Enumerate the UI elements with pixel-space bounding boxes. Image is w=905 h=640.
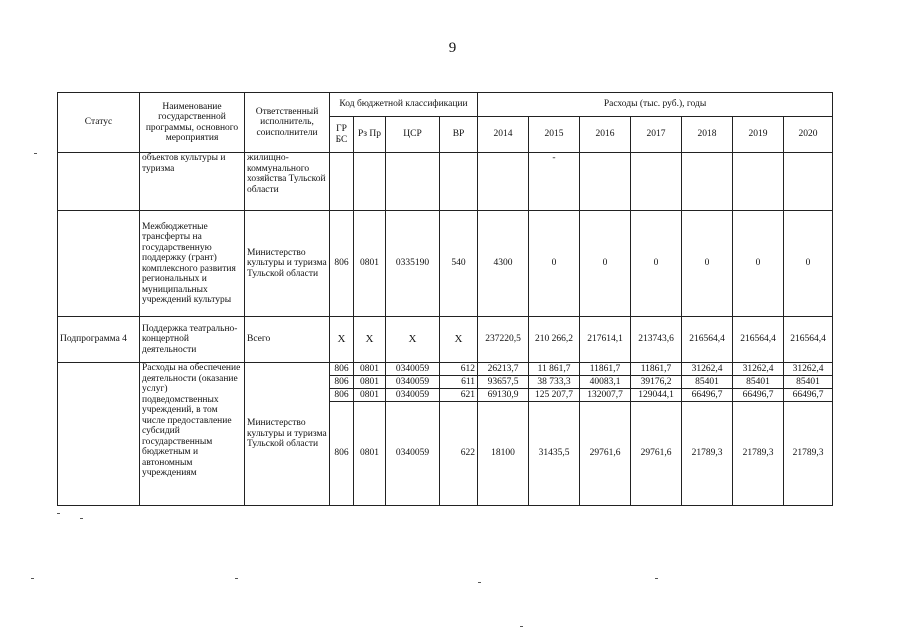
transfers-rzpr: 0801 xyxy=(354,211,386,317)
header-year: 2019 xyxy=(733,117,784,153)
transfers-value: 0 xyxy=(631,211,682,317)
transfers-value: 0 xyxy=(682,211,733,317)
scan-mark xyxy=(80,518,83,519)
header-grbs: ГР БС xyxy=(330,117,354,153)
cont-executor: жилищно-коммунального хозяйства Тульской области xyxy=(245,153,330,211)
scan-mark xyxy=(235,578,238,579)
subprogram-grbs: X xyxy=(330,317,354,363)
subprogram-value: 237220,5 xyxy=(478,317,529,363)
expenses-grbs: 806 xyxy=(330,363,354,376)
expenses-grbs: 806 xyxy=(330,402,354,506)
header-year: 2015 xyxy=(529,117,580,153)
expenses-rzpr: 0801 xyxy=(354,363,386,376)
transfers-value: 0 xyxy=(580,211,631,317)
expenses-name: Расходы на обеспечение деятельности (оказание услуг) подведомственных учреждений, в том числе предоставление субсидий государственным бюджетным и автономным учреждениям xyxy=(140,363,245,506)
header-year: 2014 xyxy=(478,117,529,153)
scan-mark xyxy=(478,582,481,583)
transfers-csr: 0335190 xyxy=(386,211,440,317)
expenses-value: 85401 xyxy=(733,376,784,389)
expenses-value: 66496,7 xyxy=(733,389,784,402)
header-year: 2016 xyxy=(580,117,631,153)
expenses-value: 66496,7 xyxy=(682,389,733,402)
expenses-value: 11861,7 xyxy=(580,363,631,376)
expenses-vr: 611 xyxy=(440,376,478,389)
expenses-value: 31262,4 xyxy=(733,363,784,376)
expenses-value: 129044,1 xyxy=(631,389,682,402)
expenses-rzpr: 0801 xyxy=(354,402,386,506)
subprogram-name: Поддержка театрально-концертной деятельности xyxy=(140,317,245,363)
expenses-value: 31262,4 xyxy=(784,363,833,376)
expenses-value: 38 733,3 xyxy=(529,376,580,389)
expenses-vr: 621 xyxy=(440,389,478,402)
budget-table xyxy=(57,92,833,506)
transfers-grbs: 806 xyxy=(330,211,354,317)
expenses-rzpr: 0801 xyxy=(354,376,386,389)
header-program-name: Наименование государственной программы, основного мероприятия xyxy=(140,93,245,153)
expenses-value: 21789,3 xyxy=(682,402,733,506)
cont-2015: - xyxy=(529,153,580,211)
scan-mark xyxy=(520,626,523,627)
header-expenses: Расходы (тыс. руб.), годы xyxy=(478,93,833,117)
subprogram-vr: X xyxy=(440,317,478,363)
expenses-value: 66496,7 xyxy=(784,389,833,402)
expenses-value: 18100 xyxy=(478,402,529,506)
subprogram-csr: X xyxy=(386,317,440,363)
transfers-value: 0 xyxy=(784,211,833,317)
subprogram-value: 216564,4 xyxy=(733,317,784,363)
header-csr: ЦСР xyxy=(386,117,440,153)
expenses-value: 11 861,7 xyxy=(529,363,580,376)
expenses-grbs: 806 xyxy=(330,389,354,402)
header-vr: ВР xyxy=(440,117,478,153)
transfers-executor: Министерство культуры и туризма Тульской области xyxy=(245,211,330,317)
scan-mark xyxy=(655,578,658,579)
expenses-grbs: 806 xyxy=(330,376,354,389)
scan-mark xyxy=(31,578,34,579)
subprogram-value: 216564,4 xyxy=(682,317,733,363)
expenses-value: 21789,3 xyxy=(784,402,833,506)
subprogram-executor: Всего xyxy=(245,317,330,363)
expenses-csr: 0340059 xyxy=(386,376,440,389)
expenses-value: 31262,4 xyxy=(682,363,733,376)
subprogram-status: Подпрограмма 4 xyxy=(58,317,140,363)
header-year: 2018 xyxy=(682,117,733,153)
expenses-value: 69130,9 xyxy=(478,389,529,402)
expenses-value: 85401 xyxy=(784,376,833,389)
expenses-csr: 0340059 xyxy=(386,389,440,402)
expenses-executor: Министерство культуры и туризма Тульской области xyxy=(245,363,330,506)
table-row-transfers xyxy=(58,211,833,317)
subprogram-value: 216564,4 xyxy=(784,317,833,363)
expenses-value: 125 207,7 xyxy=(529,389,580,402)
table-row-continuation xyxy=(58,153,833,211)
header-status: Статус xyxy=(58,93,140,153)
header-year: 2020 xyxy=(784,117,833,153)
expenses-value: 40083,1 xyxy=(580,376,631,389)
subprogram-value: 213743,6 xyxy=(631,317,682,363)
header-executor: Ответственный исполнитель, соисполнители xyxy=(245,93,330,153)
expenses-value: 29761,6 xyxy=(580,402,631,506)
expenses-value: 29761,6 xyxy=(631,402,682,506)
expenses-value: 11861,7 xyxy=(631,363,682,376)
expenses-value: 31435,5 xyxy=(529,402,580,506)
header-year: 2017 xyxy=(631,117,682,153)
expenses-value: 93657,5 xyxy=(478,376,529,389)
header-rzpr: Рз Пр xyxy=(354,117,386,153)
header-row-1 xyxy=(58,93,833,117)
table-row-subprogram xyxy=(58,317,833,363)
transfers-name: Межбюджетные трансферты на государственную поддержку (грант) комплексного развития региональных и муниципальных учреждений культуры xyxy=(140,211,245,317)
expenses-csr: 0340059 xyxy=(386,402,440,506)
table-row-expenses xyxy=(58,363,833,376)
subprogram-value: 210 266,2 xyxy=(529,317,580,363)
transfers-value: 4300 xyxy=(478,211,529,317)
subprogram-rzpr: X xyxy=(354,317,386,363)
expenses-value: 85401 xyxy=(682,376,733,389)
transfers-value: 0 xyxy=(733,211,784,317)
expenses-csr: 0340059 xyxy=(386,363,440,376)
cont-name: объектов культуры и туризма xyxy=(140,153,245,211)
expenses-vr: 612 xyxy=(440,363,478,376)
expenses-rzpr: 0801 xyxy=(354,389,386,402)
scan-mark xyxy=(34,153,37,154)
expenses-value: 26213,7 xyxy=(478,363,529,376)
expenses-value: 132007,7 xyxy=(580,389,631,402)
subprogram-value: 217614,1 xyxy=(580,317,631,363)
scan-mark xyxy=(57,513,60,514)
transfers-value: 0 xyxy=(529,211,580,317)
transfers-vr: 540 xyxy=(440,211,478,317)
page-number: 9 xyxy=(448,40,457,56)
header-budget-code: Код бюджетной классификации xyxy=(330,93,478,117)
expenses-value: 39176,2 xyxy=(631,376,682,389)
expenses-value: 21789,3 xyxy=(733,402,784,506)
expenses-vr: 622 xyxy=(440,402,478,506)
